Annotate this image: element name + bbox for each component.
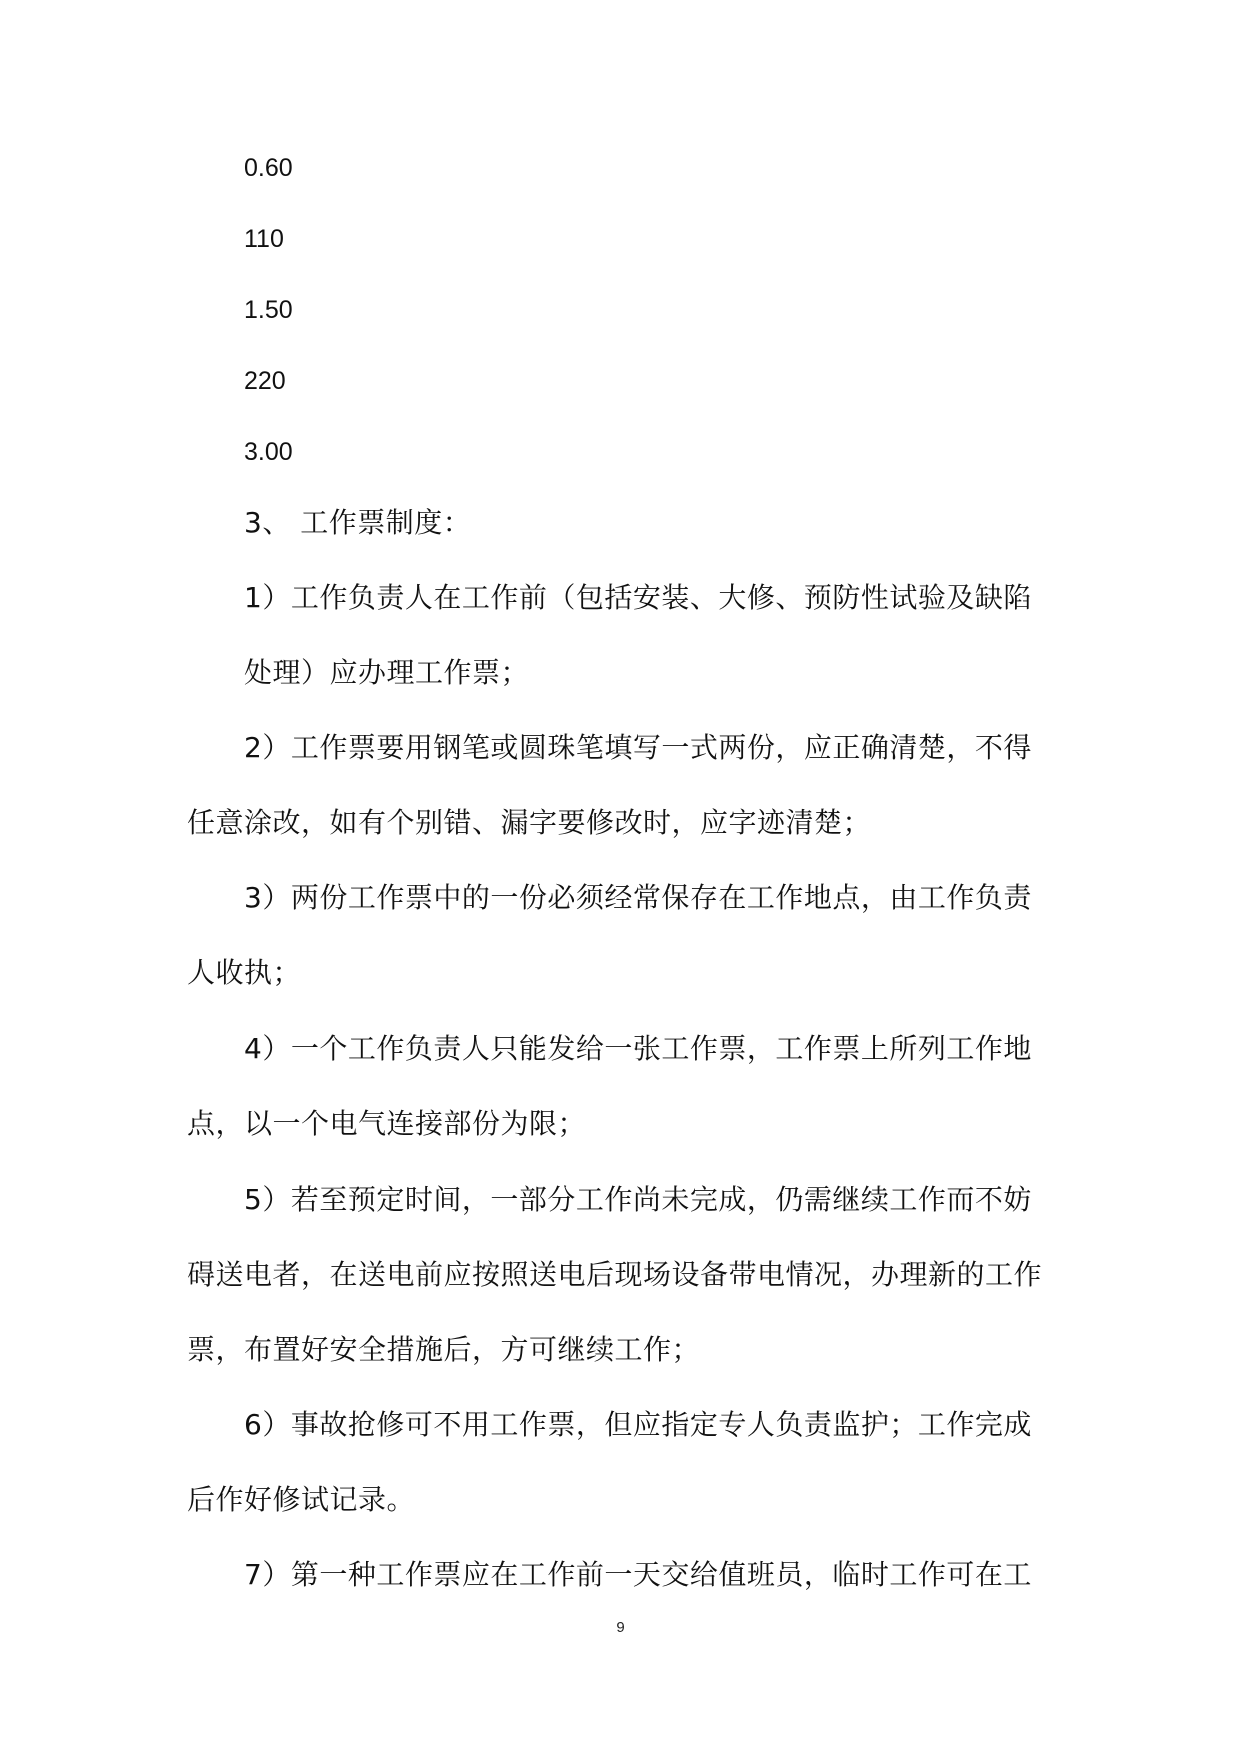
paragraph-line: 处理）应办理工作票； [244,656,530,689]
value-line: 110 [244,225,284,253]
value-line: 1.50 [244,296,293,324]
paragraph-line: 7）第一种工作票应在工作前一天交给值班员，临时工作可在工 [244,1558,1032,1591]
paragraph-line: 2）工作票要用钢笔或圆珠笔填写一式两份，应正确清楚，不得 [244,731,1032,764]
paragraph-line: 碍送电者，在送电前应按照送电后现场设备带电情况，办理新的工作 [187,1258,1043,1291]
page-number: 9 [616,1619,625,1636]
paragraph-line: 1）工作负责人在工作前（包括安装、大修、预防性试验及缺陷 [244,581,1032,614]
paragraph-line: 点，以一个电气连接部份为限； [187,1107,587,1140]
value-line: 220 [244,367,286,395]
paragraph-line: 4）一个工作负责人只能发给一张工作票，工作票上所列工作地 [244,1032,1032,1065]
paragraph-line: 任意涂改，如有个别错、漏字要修改时，应字迹清楚； [187,806,872,839]
paragraph-line: 3）两份工作票中的一份必须经常保存在工作地点，由工作负责 [244,881,1032,914]
paragraph-line: 后作好修试记录。 [187,1483,416,1516]
section-heading: 3、 工作票制度： [244,506,472,539]
paragraph-line: 6）事故抢修可不用工作票，但应指定专人负责监护；工作完成 [244,1408,1032,1441]
value-line: 0.60 [244,154,293,182]
value-line: 3.00 [244,438,293,466]
paragraph-line: 票，布置好安全措施后，方可继续工作； [187,1333,701,1366]
paragraph-line: 人收执； [187,956,302,989]
paragraph-line: 5）若至预定时间，一部分工作尚未完成，仍需继续工作而不妨 [244,1183,1032,1216]
